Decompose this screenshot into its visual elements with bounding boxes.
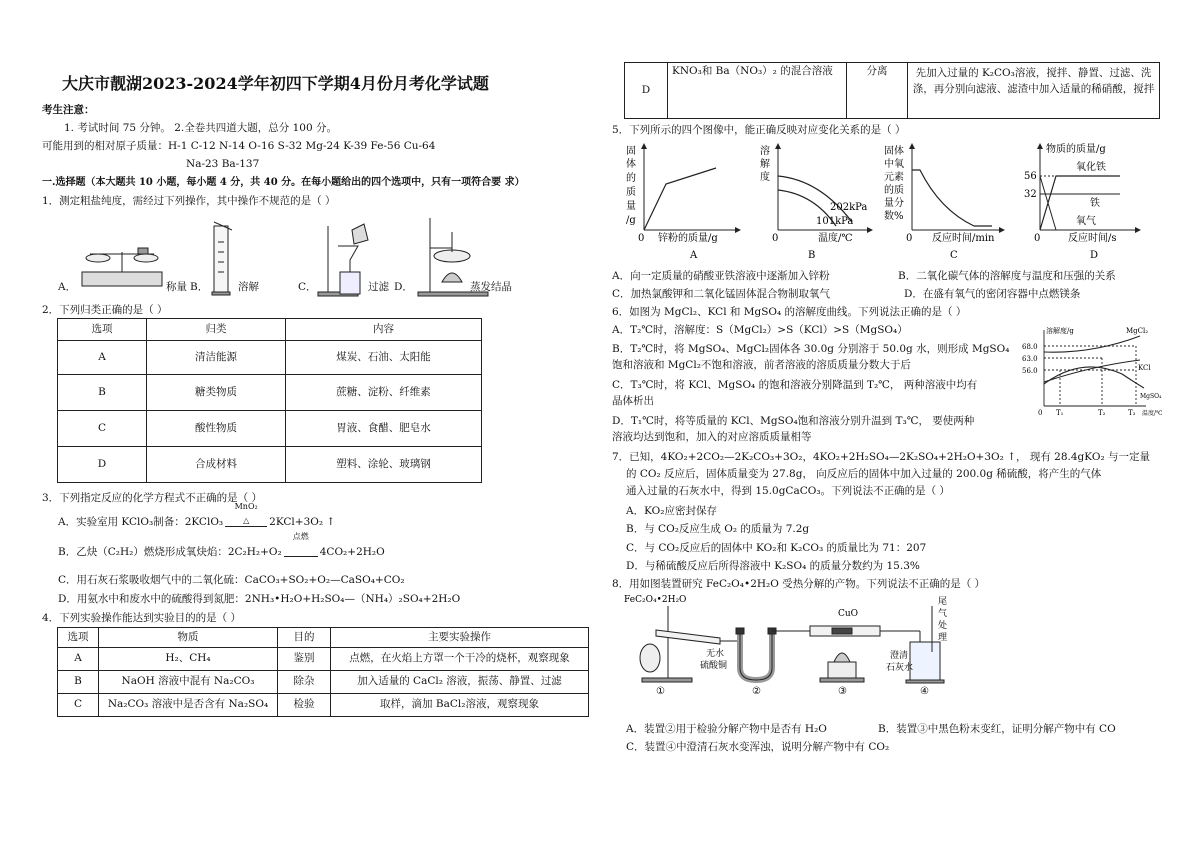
label-limewater-2: 石灰水 [886,663,914,673]
q3-option-a [58,502,336,529]
graduated-cylinder-icon [212,222,232,295]
q1-option-d-text: 蒸发结晶 [470,281,512,293]
sol-t1: T₁ [1056,409,1064,417]
solubility-curve-svg [1022,322,1162,418]
table-cell: 取样，滴加 BaCl₂溶液，观察现象 [331,694,589,717]
q1-option-a-text: 称量 [166,281,187,293]
table-cell: 清洁能源 [147,341,286,375]
graph-d-tick-56: 56 [1024,171,1037,182]
table-cell: C [58,411,147,447]
sol-series-mgso4: MgSO₄ [1140,393,1162,400]
table-cell: 点燃，在火焰上方罩一个干冷的烧杯，观察现象 [331,648,589,671]
q8-option-c: C．装置④中澄清石灰水变浑浊，说明分解产物中有 CO₂ [626,741,890,753]
lab-operations-illustration [42,212,512,300]
sol-tick-63: 63.0 [1022,355,1038,363]
device-number-1: ① [656,686,665,697]
graph-b-origin: 0 [772,233,779,244]
sol-t2: T₂ [1098,409,1106,417]
graph-a-ylabel-rest: 体的质量/g [626,159,636,226]
q5-graphs [620,140,1160,265]
sol-xlabel: 温度/℃ [1142,410,1162,417]
q8-option-a: A．装置②用于检验分解产物中是否有 H₂O [626,723,827,735]
q8-stem: 8．用如图装置研究 FeC₂O₄•2H₂O 受热分解的产物。下列说法不正确的是（ ） [612,578,986,590]
graph-a-ylabel [626,145,636,157]
q6-option-c-2: 晶体析出 [612,395,654,407]
q3-a-heat: △ [243,516,250,525]
q7-option-b: B．与 CO₂反应生成 O₂ 的质量为 7.2g [626,523,810,535]
q3-a-catalyst: MnO₂ [234,502,258,511]
table-cell: KNO₃和 Ba（NO₃）₂ 的混合溶液 [668,63,847,119]
table-cell: D [625,63,668,119]
q5-option-d: D．在盛有氧气的密闭容器中点燃镁条 [904,288,1081,300]
q8-apparatus [620,592,980,698]
page-title: 大庆市靓湖2023-2024学年初四下学期4月份月考化学试题 [62,74,489,93]
graph-c-ylabel: 固体中氧元素的质量分数% [884,146,904,222]
q7-line-2: 的 CO₂ 反应后，固体质量变为 27.8g， 向反应后的固体中加入过量的 200.0g 稀硫酸，将产生的气体 [626,468,1102,480]
q5-graphs-svg [620,140,1160,265]
q2-table [57,318,482,483]
q5-option-a: A．向一定质量的硝酸亚铁溶液中逐渐加入锌粉 [612,270,830,282]
table-header: 目的 [278,628,331,648]
graph-d-series-oxygen: 氧气 [1076,216,1096,227]
q1-option-c-text: 过滤 [368,281,389,293]
q5-option-b: B．二氧化碳气体的溶解度与温度和压强的关系 [898,270,1116,282]
table-cell: Na₂CO₃ 溶液中是否含有 Na₂SO₄ [99,694,278,717]
q7-option-a: A．KO₂应密封保存 [626,505,717,517]
sol-tick-68: 68.0 [1022,343,1038,351]
table-header: 归类 [147,319,286,341]
label-tail-2: 气 [938,609,948,619]
table-header: 物质 [99,628,278,648]
graph-a-xlabel: 锌粉的质量/g [658,233,718,244]
q4-table-continued [624,62,1160,119]
q7-option-d: D．与稀硫酸反应后所得溶液中 K₂SO₄ 的质量分数约为 15.3% [626,560,920,572]
q6-option-c-1: C．T₃℃时，将 KCl、MgSO₄ 的饱和溶液分别降温到 T₂℃， 两种溶液中均有 [612,379,978,391]
graph-b-line2-label: 101kPa [816,216,854,227]
table-cell: 除杂 [278,671,331,694]
notice-line: 1. 考试时间 75 分钟。 2.全卷共四道大题，总分 100 分。 [64,122,337,134]
balance-icon [82,248,162,286]
graph-b-ylabel: 溶解度 [760,146,770,183]
q3-stem: 3．下列指定反应的化学方程式不正确的是（ ） [42,492,263,504]
graph-d-xlabel: 反应时间/s [1068,233,1117,244]
graph-a-y1: 固 [626,146,636,157]
q7-option-c: C．与 CO₂反应后的固体中 KO₂和 K₂CO₃ 的质量比为 71：207 [626,542,927,554]
q8-option-b: B．装置③中黑色粉末变红，证明分解产物中有 CO [878,723,1116,735]
device-number-3: ③ [838,686,847,697]
q3-a-text: A．实验室用 KClO₃制备：2KClO₃ [58,516,224,529]
graph-c-label: C [950,250,958,261]
section-heading: 一.选择题（本大题共 10 小题，每小题 4 分，共 40 分。在每小题给出的四个选项中，只有一项符合要 求） [42,177,525,188]
atomic-masses: 可能用到的相对原子质量：H-1 C-12 N-14 O-16 S-32 Mg-24 K-39 Fe-56 Cu-64 [42,140,436,152]
label-anhydrous-2: 硫酸铜 [700,661,728,671]
q6-stem: 6．如图为 MgCl₂、KCl 和 MgSO₄ 的溶解度曲线。下列说法正确的是（ ） [612,306,967,318]
notice-heading: 考生注意： [42,104,95,116]
q6-option-a: A．T₂℃时，溶解度：S（MgCl₂）>S（KCl）>S（MgSO₄） [612,324,908,336]
table-cell: 煤炭、石油、太阳能 [286,341,482,375]
q6-solubility-chart [1022,322,1162,418]
filtration-apparatus-icon [318,224,368,296]
q3-option-b [58,532,385,559]
sol-t3: T₃ [1128,409,1136,417]
table-cell: NaOH 溶液中混有 Na₂CO₃ [99,671,278,694]
q6-option-d-1: D．T₁℃时，将等质量的 KCl、MgSO₄饱和溶液分别升温到 T₃℃， 要使两种 [612,415,975,427]
q1-option-b-text: 溶解 [238,281,259,293]
table-cell: 糖类物质 [147,375,286,411]
graph-b-label: B [808,250,816,261]
label-limewater-1: 澄清 [890,651,909,661]
table-header: 选项 [58,319,147,341]
q1-option-a: A． [58,281,77,293]
sol-origin: 0 [1038,409,1043,417]
q3-b-products: 4CO₂+2H₂O [319,546,385,559]
table-cell: 鉴别 [278,648,331,671]
table-cell: 先加入过量的 K₂CO₃溶液，搅拌、静置、过滤、洗涤，再分别向滤液、滤渣中加入适量的稀硝酸，搅拌 [908,63,1160,119]
table-cell: B [58,375,147,411]
graph-c-origin: 0 [906,233,913,244]
q1-option-c: C． [298,281,317,293]
graph-a-label: A [690,250,698,261]
graph-c-xlabel: 反应时间/min [932,233,995,244]
table-cell: A [58,648,99,671]
table-cell: 胃液、食醋、肥皂水 [286,411,482,447]
table-cell: 酸性物质 [147,411,286,447]
device-number-2: ② [752,686,761,697]
table-cell: 检验 [278,694,331,717]
graph-d-origin: 0 [1034,233,1041,244]
label-tail-4: 理 [938,633,948,643]
label-ferrous-oxalate: FeC₂O₄•2H₂O [624,595,687,605]
graph-d-series-iron-oxide: 氧化铁 [1076,162,1106,173]
q1-option-d: D． [394,281,413,293]
q7-line-1: 7．已知，4KO₂+2CO₂—2K₂CO₃+3O₂，4KO₂+2H₂SO₄—2K₂SO₄+2H₂O+3O₂ ↑， 现有 28.4gKO₂ 与一定量 [612,451,1150,463]
q4-table [57,627,589,717]
q2-stem: 2．下列归类正确的是（ ） [42,304,168,316]
label-anhydrous-1: 无水 [706,649,725,659]
table-cell: A [58,341,147,375]
atomic-masses-2: Na-23 Ba-137 [186,158,260,170]
q3-b-condition: 点燃 [292,532,309,541]
device-number-4: ④ [920,686,929,697]
q4-stem: 4．下列实验操作能达到实验目的的是（ ） [42,612,242,624]
table-cell: H₂、CH₄ [99,648,278,671]
graph-d-series-iron: 铁 [1090,198,1100,209]
table-cell: 分离 [847,63,908,119]
q1-option-b: B． [190,281,209,293]
graph-d-tick-32: 32 [1024,189,1037,200]
graph-a-origin: 0 [638,233,645,244]
table-cell: 合成材料 [147,447,286,483]
q3-b-text: B．乙炔（C₂H₂）燃烧形成氧炔焰：2C₂H₂+O₂ [58,546,282,559]
q3-option-c: C．用石灰石浆吸收烟气中的二氧化硫：CaCO₃+SO₂+O₂—CaSO₄+CO₂ [58,574,405,586]
sol-series-kcl: KCl [1138,364,1151,372]
q6-option-b-2: 饱和溶液和 MgCl₂不饱和溶液，前者溶液的溶质质量分数大于后 [612,359,911,371]
q5-stem: 5．下列所示的四个图像中，能正确反映对应变化关系的是（ ） [612,124,906,136]
q1-figure [42,212,512,300]
q3-option-d: D．用氨水中和废水中的硫酸得到氮肥：2NH₃•H₂O+H₂SO₄—（NH₄）₂SO₄+2H₂O [58,593,461,605]
decomposition-apparatus-svg [620,592,980,698]
label-tail-1: 尾 [938,597,948,607]
q3-a-products: 2KCl+3O₂ ↑ [269,516,336,529]
table-cell: 蔗糖、淀粉、纤维素 [286,375,482,411]
graph-c [912,144,1004,230]
table-cell: C [58,694,99,717]
q5-option-c: C．加热氯酸钾和二氧化锰固体混合物制取氧气 [612,288,831,300]
sol-tick-56: 56.0 [1022,367,1038,375]
table-cell: 加入适量的 CaCl₂ 溶液，振荡、静置、过滤 [331,671,589,694]
graph-d-ylabel: 物质的质量/g [1046,144,1106,155]
q6-option-d-2: 溶液均达到饱和，加入的对应溶质质量相等 [612,431,812,443]
table-header: 主要实验操作 [331,628,589,648]
label-tail-3: 处 [938,621,948,631]
table-cell: D [58,447,147,483]
q7-line-3: 通入过量的石灰水中，得到 15.0gCaCO₃。下列说法不正确的是（ ） [626,485,950,497]
q6-option-b-1: B．T₂℃时，将 MgSO₄、MgCl₂固体各 30.0g 分别溶于 50.0g 水，则形成 MgSO₄ [612,343,1010,355]
table-cell: 塑料、涂轮、玻璃钢 [286,447,482,483]
table-header: 选项 [58,628,99,648]
table-cell: B [58,671,99,694]
label-cuo: CuO [838,609,859,619]
sol-ylabel: 溶解度/g [1046,327,1074,335]
table-header: 内容 [286,319,482,341]
graph-d-label: D [1090,250,1099,261]
graph-b-line1-label: 202kPa [830,202,868,213]
graph-b-xlabel: 温度/℃ [818,233,853,244]
q1-stem: 1．测定粗盐纯度，需经过下列操作，其中操作不规范的是（ ） [42,195,336,207]
graph-a [644,144,740,230]
sol-series-mgcl2: MgCl₂ [1126,327,1149,335]
